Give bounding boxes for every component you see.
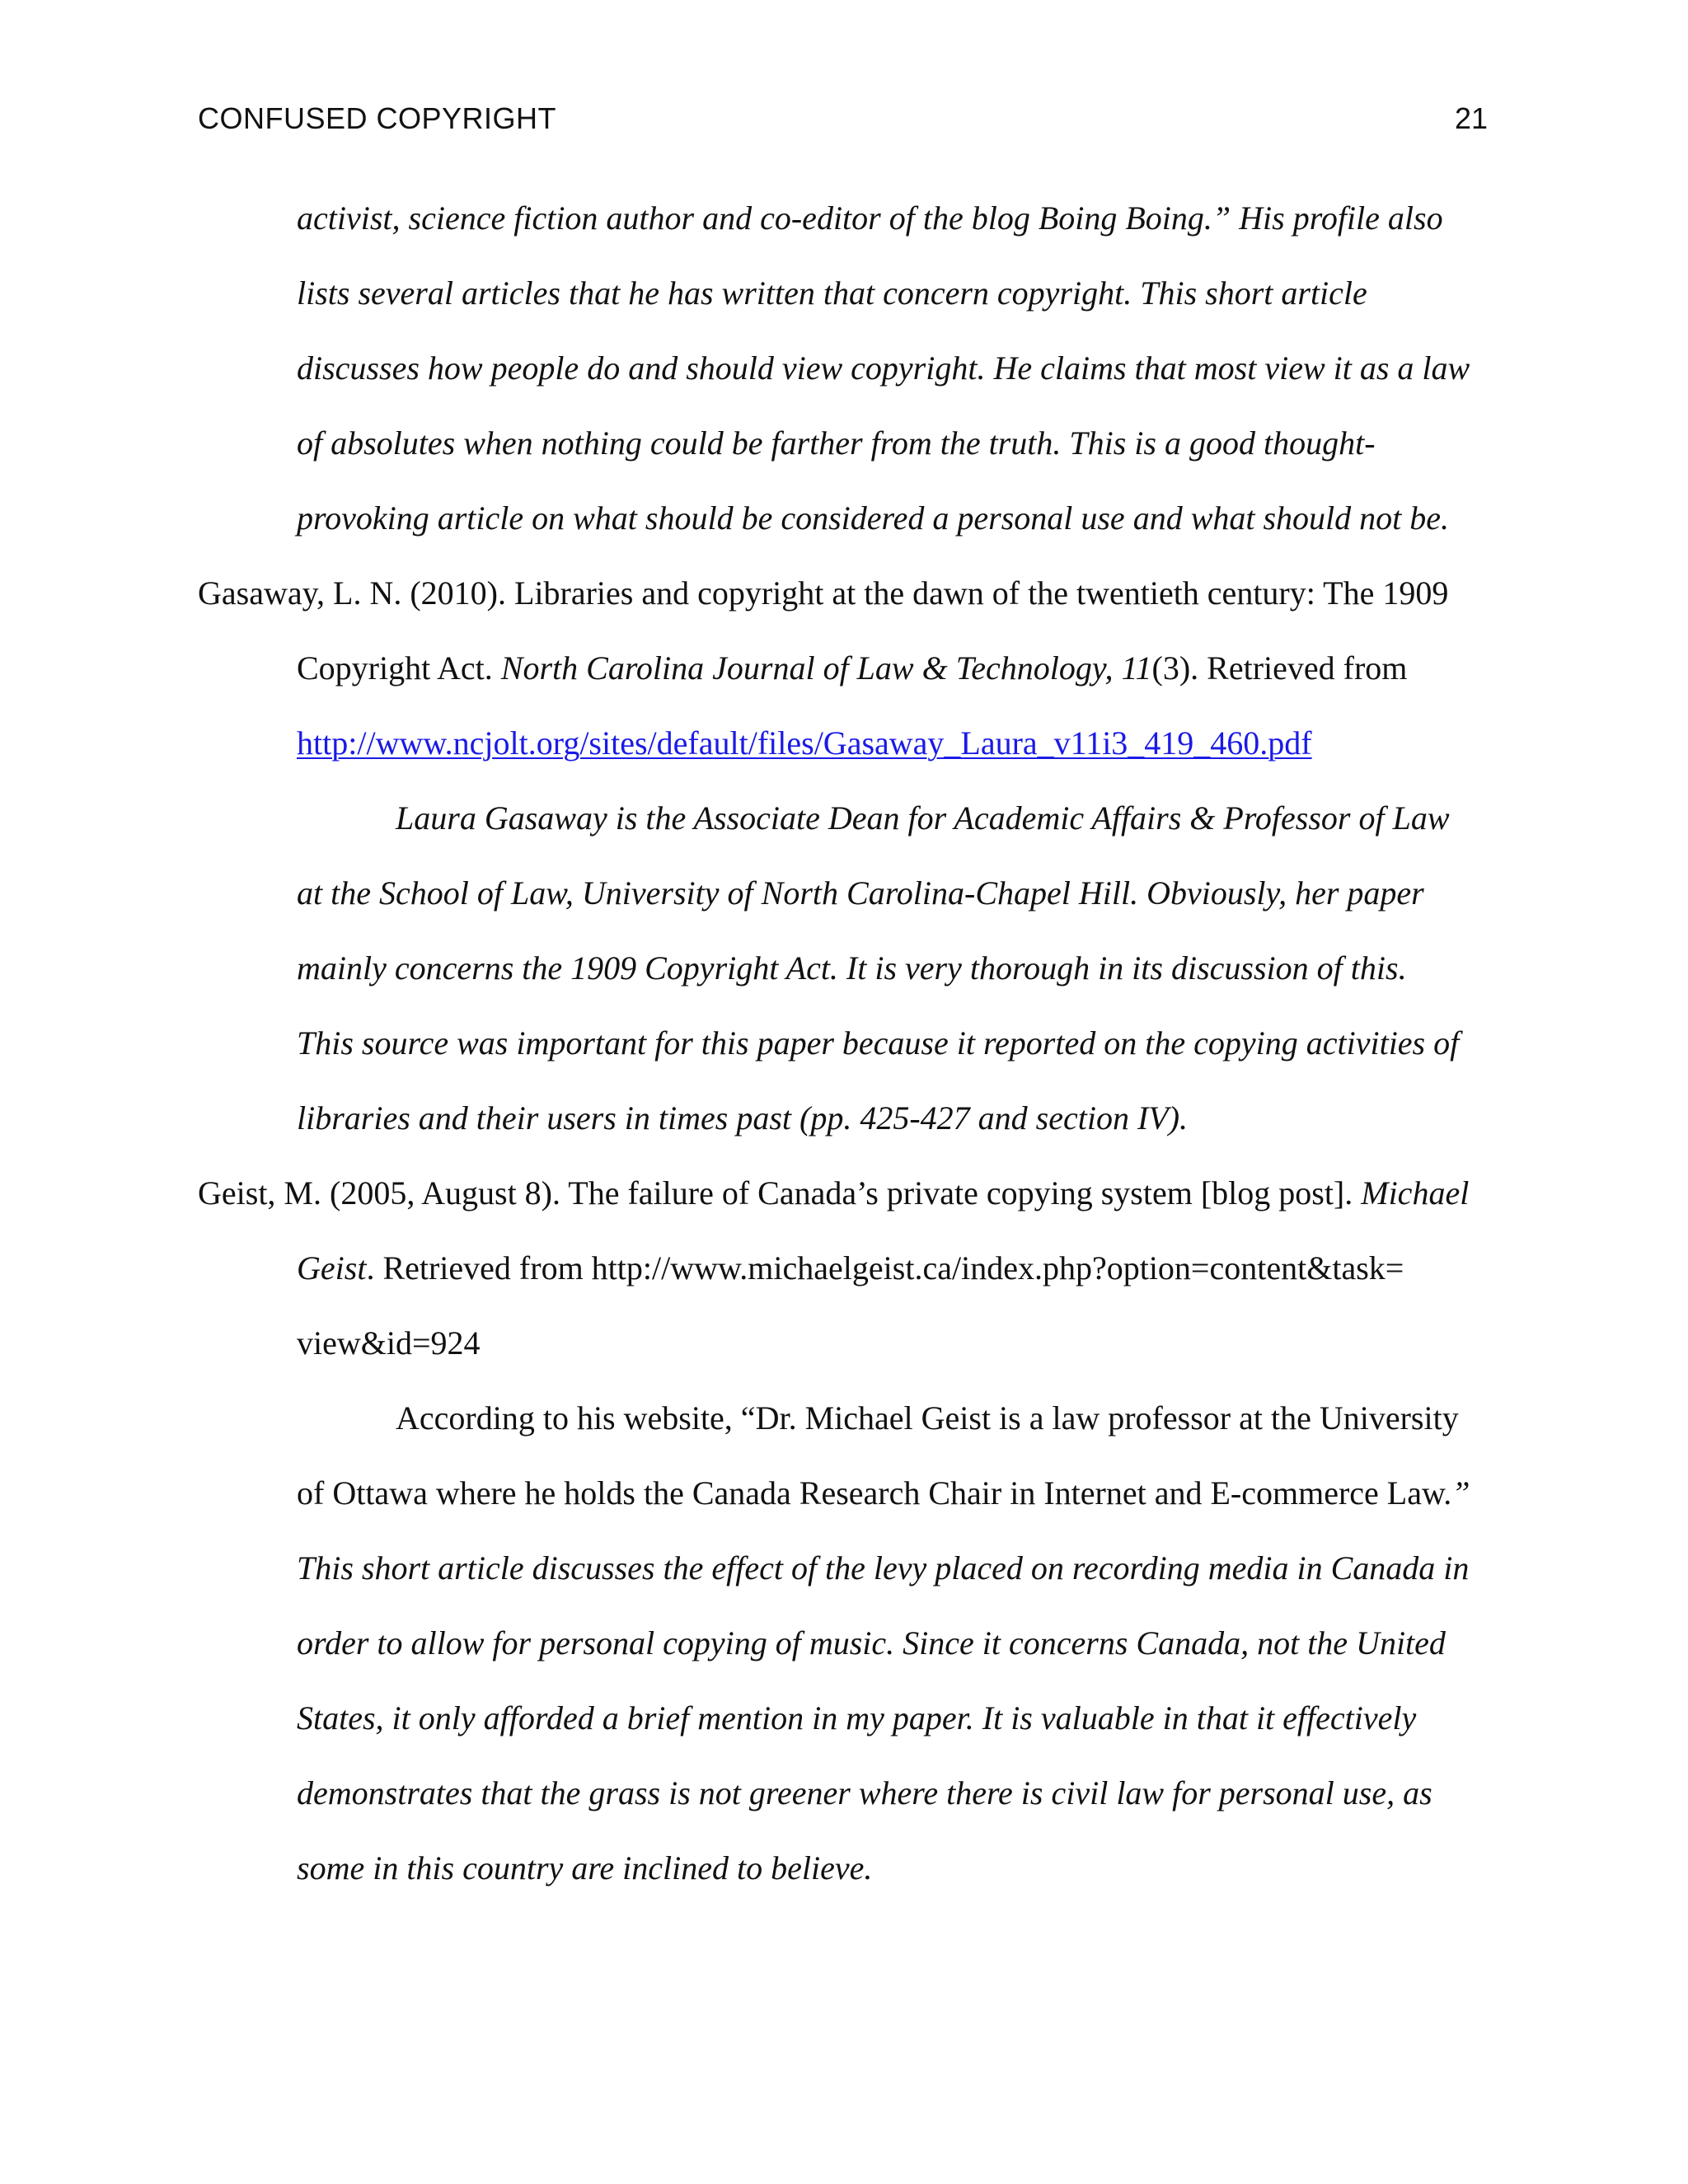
annotation-text: of Ottawa where he holds the Canada Research Chair in Internet and E-commerce Law. xyxy=(297,1474,1452,1511)
annotation-line: demonstrates that the grass is not greener where there is civil law for personal use, as xyxy=(297,1774,1432,1811)
running-head: CONFUSED COPYRIGHT xyxy=(198,101,557,135)
reference-line: Gasaway, L. N. (2010). Libraries and copyright at the dawn of the twentieth century: The 1909 xyxy=(198,574,1449,612)
annotation-line: some in this country are inclined to believe. xyxy=(297,1849,873,1886)
annotation-line: This source was important for this paper because it reported on the copying activities of xyxy=(297,1024,1460,1062)
journal-title: North Carolina Journal of Law & Technology, 11 xyxy=(500,649,1152,687)
annotation-line: provoking article on what should be considered a personal use and what should not be. xyxy=(297,499,1450,537)
annotation-line: lists several articles that he has written that concern copyright. This short article xyxy=(297,274,1367,312)
annotation-line: of absolutes when nothing could be farther from the truth. This is a good thought- xyxy=(297,424,1376,462)
annotation-line: libraries and their users in times past (pp. 425-427 and section IV). xyxy=(297,1099,1189,1137)
reference-line xyxy=(198,1173,1469,1214)
page-number: 21 xyxy=(1454,101,1488,135)
annotation-line xyxy=(297,1473,1470,1514)
annotation-line: States, it only afforded a brief mention in my paper. It is valuable in that it effectively xyxy=(297,1699,1417,1736)
site-title: Geist xyxy=(297,1249,367,1286)
reference-text: Copyright Act. xyxy=(297,649,501,687)
reference-line xyxy=(297,1248,1404,1289)
annotation-line: activist, science fiction author and co-editor of the blog Boing Boing.” His profile also xyxy=(297,199,1443,237)
reference-line: view&id=924 xyxy=(297,1324,481,1361)
closing-quote: ” xyxy=(1451,1474,1470,1511)
reference-text: . Retrieved from http://www.michaelgeist.ca/index.php?option=content&task= xyxy=(366,1249,1404,1286)
reference-line xyxy=(297,648,1407,689)
gasaway-url-link[interactable]: http://www.ncjolt.org/sites/default/files/Gasaway_Laura_v11i3_419_460.pdf xyxy=(297,724,1312,762)
annotation-line: According to his website, “Dr. Michael Geist is a law professor at the University xyxy=(396,1399,1459,1436)
reference-text: Geist, M. (2005, August 8). The failure of Canada’s private copying system [blog post]. xyxy=(198,1174,1362,1212)
annotation-line: This short article discusses the effect of the levy placed on recording media in Canada in xyxy=(297,1549,1470,1586)
reference-text: (3). Retrieved from xyxy=(1151,649,1408,687)
annotation-line: at the School of Law, University of North Carolina-Chapel Hill. Obviously, her paper xyxy=(297,874,1424,912)
annotation-line: discusses how people do and should view copyright. He claims that most view it as a law xyxy=(297,349,1470,387)
annotation-line: order to allow for personal copying of music. Since it concerns Canada, not the United xyxy=(297,1624,1446,1661)
annotation-line: mainly concerns the 1909 Copyright Act. It is very thorough in its discussion of this. xyxy=(297,949,1407,987)
site-title: Michael xyxy=(1361,1174,1470,1212)
annotation-line: Laura Gasaway is the Associate Dean for Academic Affairs & Professor of Law xyxy=(396,799,1450,837)
